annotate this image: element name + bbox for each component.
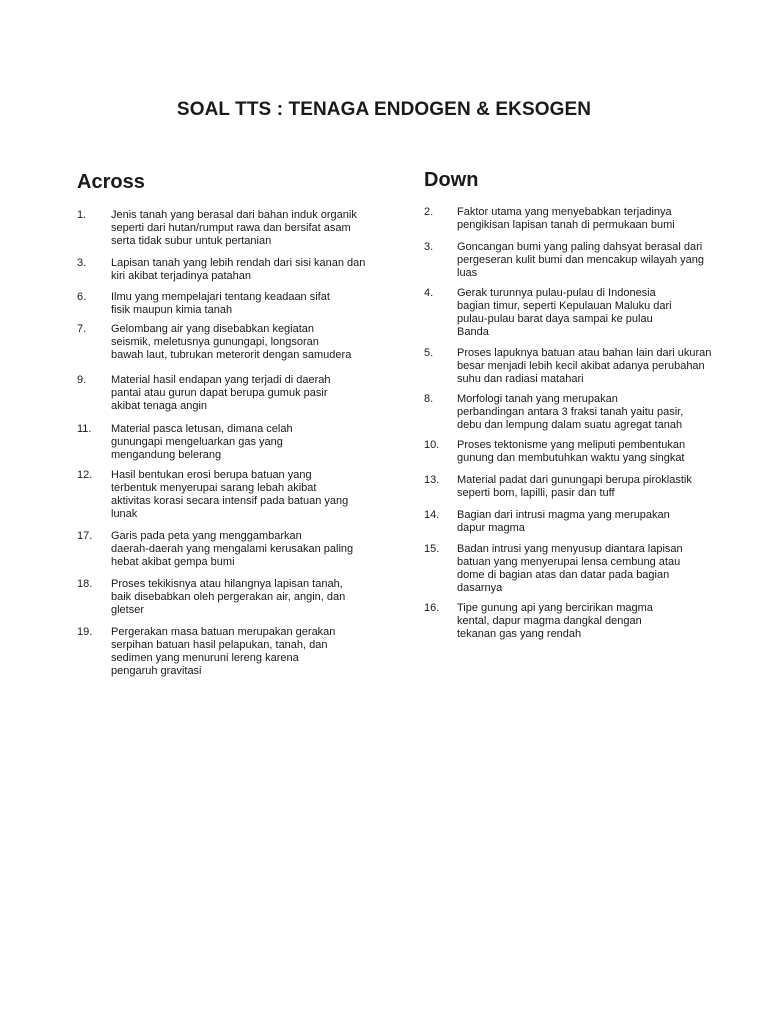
clue-text: Morfologi tanah yang merupakan perbandingan antara 3 fraksi tanah yaitu pasir, debu dan lempung dalam suatu agregat tanah — [457, 393, 684, 431]
clue-number: 3. — [424, 241, 434, 253]
clue-number: 6. — [77, 291, 87, 303]
clue-number: 13. — [424, 474, 440, 486]
clue-text: Gerak turunnya pulau-pulau di Indonesia bagian timur, seperti Kepulauan Maluku dari pulau-pulau barat daya sampai ke pulau Banda — [457, 287, 672, 338]
clue-text: Goncangan bumi yang paling dahsyat berasal dari pergeseran kulit bumi dan mencakup wilayah yang luas — [457, 241, 705, 279]
clue-text: Hasil bentukan erosi berupa batuan yang terbentuk menyerupai sarang lebah akibat aktivitas korasi secara intensif pada batuan yang lunak — [111, 469, 349, 520]
clue-text: Proses tektonisme yang meliputi pembentukan gunung dan membutuhkan waktu yang singkat — [457, 439, 686, 464]
across-heading: Across — [77, 171, 145, 193]
clue-text: Faktor utama yang menyebabkan terjadinya pengikisan lapisan tanah di permukaan bumi — [457, 206, 675, 231]
clue-number: 10. — [424, 439, 440, 451]
clue-number: 17. — [77, 530, 93, 542]
clue-number: 4. — [424, 287, 434, 299]
clue-text: Badan intrusi yang menyusup diantara lapisan batuan yang menyerupai lensa cembung atau dome di bagian atas dan datar pada bagian dasarnya — [457, 543, 683, 594]
clue-text: Bagian dari intrusi magma yang merupakan dapur magma — [457, 509, 670, 534]
clue-text: Lapisan tanah yang lebih rendah dari sisi kanan dan kiri akibat terjadinya patahan — [111, 257, 366, 282]
clue-text: Garis pada peta yang menggambarkan daerah-daerah yang mengalami kerusakan paling hebat akibat gempa bumi — [111, 530, 354, 568]
clue-number: 18. — [77, 578, 93, 590]
clue-number: 8. — [424, 393, 434, 405]
page-title: SOAL TTS : TENAGA ENDOGEN & EKSOGEN — [176, 99, 592, 120]
clue-text: Jenis tanah yang berasal dari bahan induk organik seperti dari hutan/rumput rawa dan bersifat asam serta tidak subur untuk pertanian — [111, 209, 357, 247]
clue-number: 14. — [424, 509, 440, 521]
clue-text: Material pasca letusan, dimana celah gunungapi mengeluarkan gas yang mengandung belerang — [111, 423, 293, 461]
clue-text: Gelombang air yang disebabkan kegiatan seismik, meletusnya gunungapi, longsoran bawah laut, tubrukan meterorit dengan samudera — [111, 323, 352, 361]
clue-number: 2. — [424, 206, 434, 218]
clue-text: Tipe gunung api yang bercirikan magma kental, dapur magma dangkal dengan tekanan gas yang rendah — [457, 602, 653, 640]
clue-number: 19. — [77, 626, 93, 638]
clue-number: 16. — [424, 602, 440, 614]
clue-number: 9. — [77, 374, 87, 386]
clue-text: Material padat dari gunungapi berupa piroklastik seperti bom, lapilli, pasir dan tuff — [457, 474, 692, 499]
clue-text: Ilmu yang mempelajari tentang keadaan sifat fisik maupun kimia tanah — [111, 291, 330, 316]
down-heading: Down — [424, 169, 479, 191]
clue-number: 1. — [77, 209, 87, 221]
clue-text: Material hasil endapan yang terjadi di daerah pantai atau gurun dapat berupa gumuk pasir akibat tenaga angin — [111, 374, 331, 412]
clue-number: 15. — [424, 543, 440, 555]
clue-text: Proses tekikisnya atau hilangnya lapisan tanah, baik disebabkan oleh pergerakan air, angin, dan gletser — [111, 578, 346, 616]
clue-number: 5. — [424, 347, 434, 359]
clue-text: Pergerakan masa batuan merupakan gerakan serpihan batuan hasil pelapukan, tanah, dan sedimen yang menuruni lereng karena pengaruh gravitasi — [111, 626, 336, 677]
clue-number: 7. — [77, 323, 87, 335]
clue-number: 3. — [77, 257, 87, 269]
clue-text: Proses lapuknya batuan atau bahan lain dari ukuran besar menjadi lebih kecil akibat adanya perubahan suhu dan radiasi matahari — [457, 347, 712, 385]
clue-number: 11. — [77, 423, 92, 435]
clue-number: 12. — [77, 469, 93, 481]
